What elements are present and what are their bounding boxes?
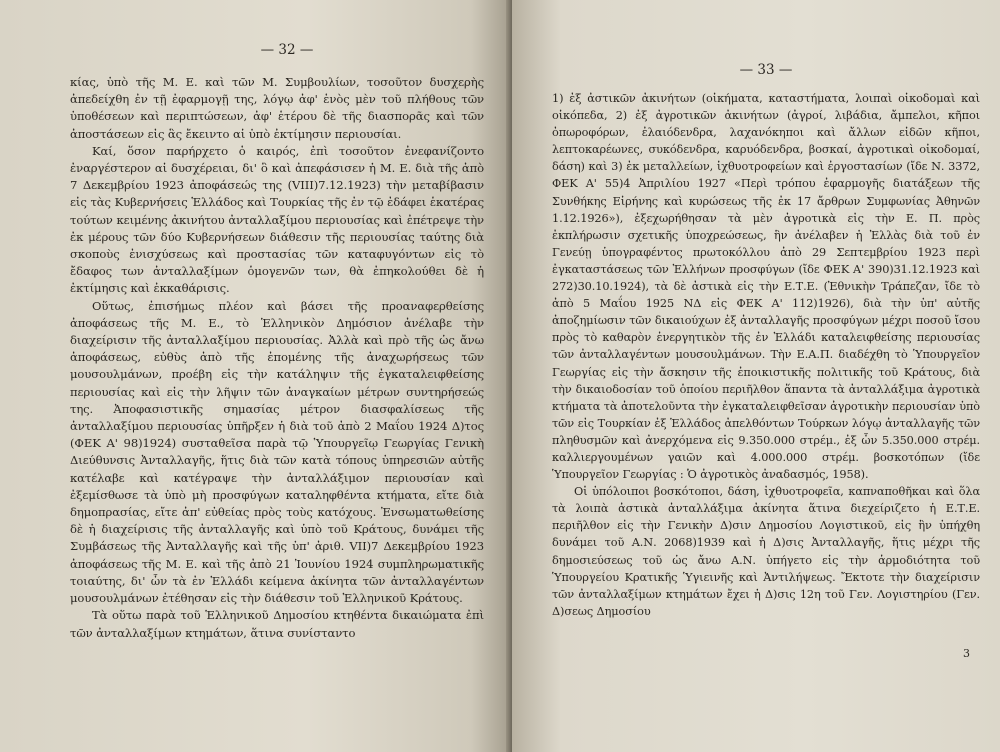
paragraph: Οὕτως, ἐπισήμως πλέον καὶ βάσει τῆς προαναφερθείσης ἀποφάσεως τῆς Μ. Ε., τὸ Ἑλληνικὸν Δημόσιον ἀνέλαβε τὴν διαχείρισιν τῆς ἀνταλλαξίμου περιουσίας. Ἀλλὰ καὶ πρὸ τῆς ὡς ἄνω ἀποφάσεως, εὐθὺς ἀπὸ τῆς ἐπομένης τῆς ἀναχωρήσεως τῶν μουσουλμάνων, προέβη εἰς τὴν κατάληψιν τῆς ἐγκαταλειφθείσης περιουσίας καὶ εἰς τὴν λῆψιν τῶν ἀναγκαίων μέτρων συντηρήσεώς της. Ἀποφασιστικῆς σημασίας μέτρον διασφαλίσεως τῆς ἀνταλλαξίμου περιουσίας ὑπῆρξεν ἡ διὰ τοῦ ἀπὸ 2 Μαΐου 1924 Δ)τος (ΦΕΚ Α' 98)1924) συσταθεῖσα παρὰ τῷ Ὑπουργεῖῳ Γεωργίας Γενικὴ Διεύθυνσις Ἀνταλλαγῆς, ἥτις διὰ τῶν κατὰ τόπους ὑπηρεσιῶν αὐτῆς κατέλαβε καὶ κατέγραψε τὴν ἀνταλλάξιμον περιουσίαν καὶ ἐξεμίσθωσε τὰ ὑπὸ μὴ προσφύγων καταληφθέντα κτήματα, εἴτε διὰ δημοπρασίας, εἴτε ἀπ' εὐθείας πρὸς τοὺς κατόχους. Ἐνσωματωθείσης δὲ ἡ διαχείρισις τῆς ἀνταλλαγῆς καὶ ὑπὸ τοῦ Κράτους, δυνάμει τῆς Συμβάσεως τῆς Ἀνταλλαγῆς καὶ τῆς ὑπ' ἀριθ. VII)7 Δεκεμβρίου 1923 ἀποφάσεως τῆς Μ. Ε. καὶ τῆς ἀπὸ 21 Ἰουνίου 1924 συμπληρωματικῆς τοιαύτης, δι' ὧν τὰ ἐν Ἑλλάδι κείμενα ἀκίνητα τῶν ἀνταλλαγέντων μουσουλμάνων ἐτέθησαν εἰς τὴν διάθεσιν τοῦ Ἑλληνικοῦ Κράτους.	[70, 298, 484, 606]
page-number: — 32 —	[260, 42, 314, 58]
page-body	[552, 90, 980, 620]
paragraph: Οἱ ὑπόλοιποι βοσκότοποι, δάση, ἰχθυοτροφεῖα, καπναποθῆκαι καὶ ὅλα τὰ λοιπὰ ἀστικὰ ἀνταλλάξιμα ἀκίνητα ἅτινα διεχείριζετο ἡ Ε.Τ.Ε. περιῆλθον εἰς τὴν Γενικὴν Δ)σιν Δημοσίου Λογιστικοῦ, εἰς ἣν ὑπήχθη δυνάμει τοῦ Α.Ν. 2068)1939 καὶ ἡ Δ)σις Ἀνταλλαγῆς, ἥτις μέχρι τῆς δημοσιεύσεως τοῦ ὡς ἄνω Α.Ν. ὑπήγετο εἰς τὴν ἁρμοδιότητα τοῦ Ὑπουργείου Κρατικῆς Ὑγιεινῆς καὶ Ἀντιλήψεως. Ἔκτοτε τὴν διαχείρισιν τῶν ἀνταλλαξίμων κτημάτων ἔχει ἡ Δ)σις 12η τοῦ Γεν. Λογιστηρίου (Γεν. Δ)σεως Δημοσίου	[552, 485, 980, 618]
paragraph: Τὰ οὕτω παρὰ τοῦ Ἑλληνικοῦ Δημοσίου κτηθέντα δικαιώματα ἐπὶ τῶν ἀνταλλαξίμων κτημάτων, ἅτινα συνίσταντο	[70, 608, 484, 640]
page-number: — 33 —	[739, 62, 793, 78]
paragraph: κίας, ὑπὸ τῆς Μ. Ε. καὶ τῶν Μ. Συμβουλίων, τοσοῦτον δυσχερὴς ἀπεδείχθη ἐν τῇ ἐφαρμογῇ της, λόγῳ ἀφ' ἑνὸς μὲν τοῦ πλήθους τῶν ὑποθέσεων καὶ περιπτώσεων, ἀφ' ἑτέρου δὲ τῆς διασπορᾶς καὶ τῶν ἀποστάσεων εἰς ἃς ἔκειντο αἱ ὑπὸ ἐκτίμησιν περιουσίαι.	[70, 75, 484, 141]
signature-mark: 3	[963, 647, 970, 660]
paragraph: Καί, ὅσον παρήρχετο ὁ καιρός, ἐπὶ τοσοῦτον ἐνεφανίζοντο ἐναργέστερον αἱ δυσχέρειαι, δι' ὃ καὶ ἀπεφάσισεν ἡ Μ. Ε. διὰ τῆς ἀπὸ 7 Δεκεμβρίου 1923 ἀποφάσεώς της (VIII)7.12.1923) τὴν μεταβίβασιν εἰς τὰς Κυβερνήσεις Ἑλλάδος καὶ Τουρκίας τῆς ἐν τῷ ἐδάφει ἑκατέρας τούτων κειμένης ἀκινήτου ἀνταλλαξίμου περιουσίας καὶ ἐπέτρεψε τὴν ἐκ μέρους τῶν δύο Κυβερνήσεων διάθεσιν τῆς περιουσίας ταύτης διὰ σκοποὺς ἐνισχύσεως καὶ προστασίας τῶν καταφυγόντων εἰς τὸ ἔδαφος των ἀνταλλαξίμων ὁμογενῶν των, θὰ ἐπηκολούθει δὲ ἡ ἐκτίμησις καὶ ἐκκαθάρισις.	[70, 143, 484, 296]
paragraph: 1) ἐξ ἀστικῶν ἀκινήτων (οἰκήματα, καταστήματα, λοιπαὶ οἰκοδομαὶ καὶ οἰκόπεδα, 2) ἐξ ἀγροτικῶν ἀκινήτων (ἀγροί, λιβάδια, ἄμπελοι, κῆποι ὀπωροφόρων, ἐλαιόδενδρα, λαχανόκηποι καὶ ἄλλων εἰδῶν κῆποι, λεπτοκαρέωνες, συκόδενδρα, καρυόδενδρα, βοσκαί, ἀγροτικαὶ οἰκοδομαί, δάση) καὶ 3) ἐκ μεταλλείων, ἰχθυοτροφείων καὶ ἐργοστασίων (ἴδε Ν. 3372, ΦΕΚ Α' 55)4 Ἀπριλίου 1927 «Περὶ τρόπου ἐφαρμογῆς διατάξεων τῆς Συνθήκης Εἰρήνης καὶ κυρώσεως τῆς ἐκ 17 ἄρθρων Συμφωνίας Ἀθηνῶν 1.12.1926»), ἐξεχωρήθησαν τὰ μὲν ἀγροτικὰ εἰς τὴν Ε. Π. πρὸς ἐκπλήρωσιν σχετικῆς ὑποχρεώσεως, ἣν ἀνέλαβεν ἡ Ἑλλὰς διὰ τοῦ ἐν Γενεύῃ ὑπογραφέντος πρωτοκόλλου ἀπὸ 29 Σεπτεμβρίου 1923 περὶ ἐγκαταστάσεως τῶν Ἑλλήνων προσφύγων (ἴδε ΦΕΚ Α' 390)31.12.1923 καὶ 272)30.10.1924), τὰ δὲ ἀστικὰ εἰς τὴν Ε.Τ.Ε. (Ἐθνικὴν Τράπεζαν, ἴδε τὸ ἀπὸ 5 Μαΐου 1925 ΝΔ εἰς ΦΕΚ Α' 112)1926), διὰ τὴν ὑπ' αὐτῆς ἀποζημίωσιν τῶν δικαιούχων ἐξ ἀνταλλαγῆς προσφύγων μέχρι ποσοῦ ἴσου πρὸς τὸ καθαρὸν ἐνεργητικὸν τῆς ἐν Ἑλλάδι καταλειφθείσης περιουσίας τῶν ἀνταλλαγέντων μουσουλμάνων. Τὴν Ε.Α.Π. διαδέχθη τὸ Ὑπουργεῖον Γεωργίας εἰς τὴν ἄσκησιν τῆς ἐποικιστικῆς πολιτικῆς τοῦ Κράτους, διὰ τὴν δικαιοδοσίαν τοῦ ὁποίου περιῆλθον ἅπαντα τὰ ἀνταλλάξιμα ἀγροτικὰ κτήματα τὰ ἀποτελοῦντα τὴν ἐγκαταλειφθεῖσαν ἀγροτικὴν περιουσίαν ὑπὸ τῶν εἰς Τουρκίαν ἐξ Ἑλλάδος ἀπελθόντων Τούρκων λόγῳ ἀνταλλαγῆς τῶν πληθυσμῶν καὶ ἀνερχόμενα εἰς 9.350.000 στρέμ., ἐξ ὧν 5.350.000 στρέμ. καλλιεργουμένων γαιῶν καὶ 4.000.000 στρέμ. βοσκοτόπων (ἴδε Ὑπουργεῖον Γεωργίας : Ὁ ἀγροτικὸς ἀναδασμός, 1958).	[552, 92, 980, 482]
right-page	[512, 0, 1000, 752]
page-body	[70, 74, 484, 642]
